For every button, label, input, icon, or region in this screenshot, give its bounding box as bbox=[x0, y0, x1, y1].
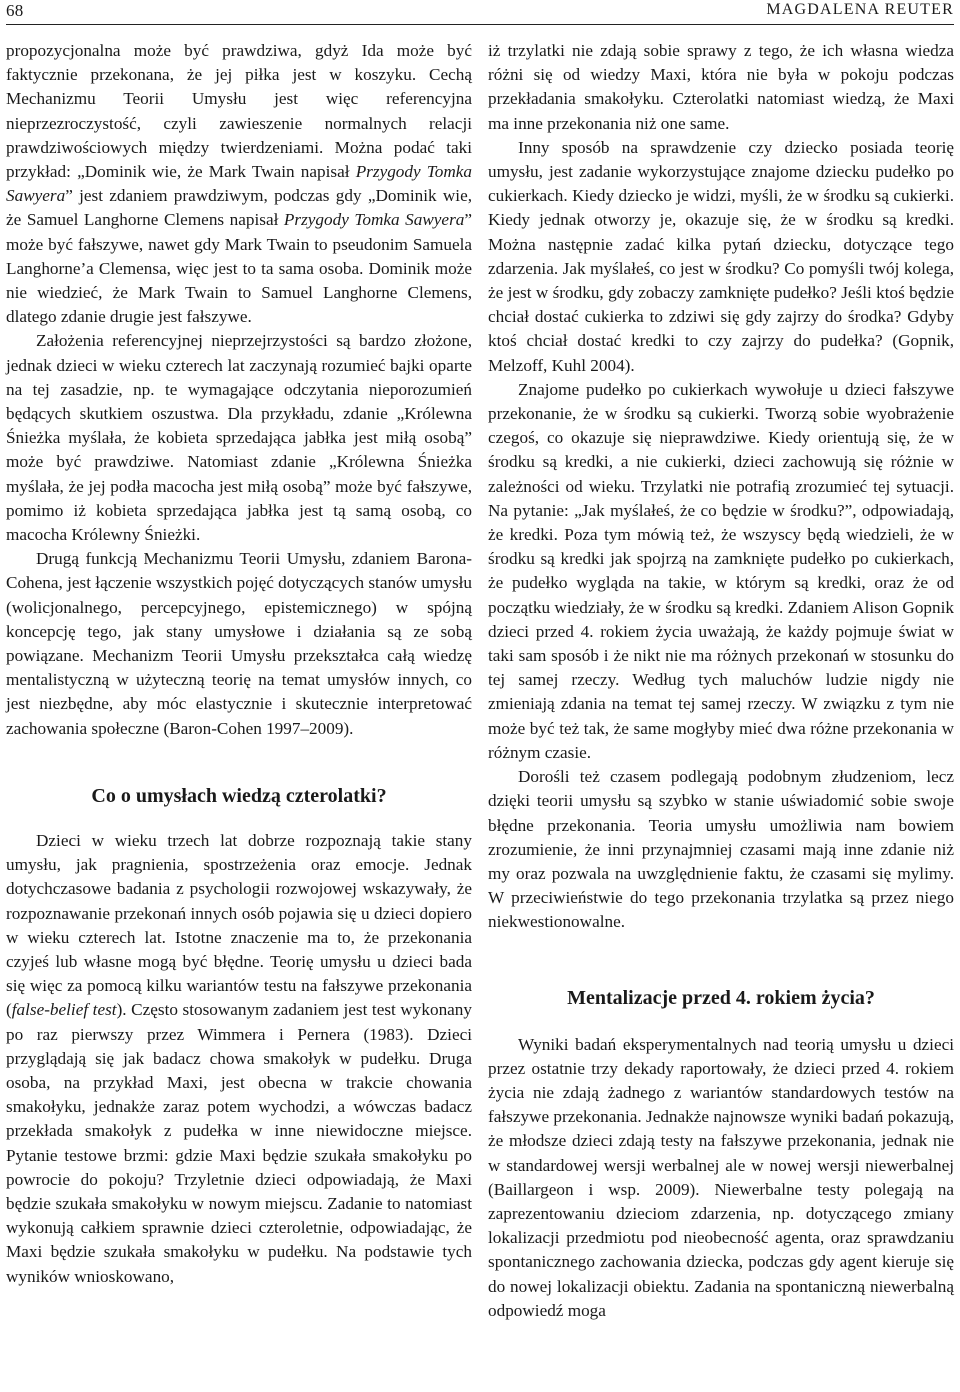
paragraph-second-function: Drugą funkcją Mechanizmu Teorii Umysłu, zdaniem Barona-Cohena, jest łączenie wszystkich pojęć dotyczących stanów umysłu (wolicjonalnego, percepcyjnego, epistemicznego) w spójną koncepcję tego, jak stany umysłowe i działania są ze sobą powiązane. Mechanizm Teorii Umysłu przekształca całą wiedzę mentalistyczną w użyteczną teorię na temat umysłów innych, co jest niezbędne, aby móc elastycznie i skutecznie interpretować zachowania społeczne (Baron-Cohen 1997–2009). bbox=[6, 549, 472, 738]
paragraph-candy-box: Inny sposób na sprawdzenie czy dziecko posiada teorię umysłu, jest zadanie wykorzystujące znajome dziecku pudełko po cukierkach. Kiedy dziecko je widzi, myśli, że w środku są cukierki. Kiedy jednak otworzy je, okazuje się, że w środku są kredki. Można następnie zadać kilka pytań dziecku, dotyczące tego zdarzenia. Jak myślałeś, co jest w środku? Co pomyśli twój kolega, że jest w środku, gdy zobaczy zamknięte pudełko? Jeśli ktoś będzie chciał dostać cukierka to zdziwi się gdy zajrzy do środka? Gdyby ktoś chciał dostać kredki to czy zajrzy do pudełka? (Gopnik, Melzoff, Kuhl 2004). bbox=[488, 137, 954, 375]
paragraph-false-belief-test bbox=[6, 829, 472, 1289]
section-heading-mentalization: Mentalizacje przed 4. rokiem życia? bbox=[567, 986, 875, 1009]
left-column bbox=[6, 39, 472, 1289]
paragraph-false-belief-candy: Znajome pudełko po cukierkach wywołuje u dzieci fałszywe przekonanie, że w środku są cukierki. Tworzą sobie wyobrażenie czegoś, co okazuje się nieprawdziwe. Kiedy orientują się, że w środku są kredki, a nie cukierki, dzieci zachowują się różnie w zależności od wieku. Trzylatki nie potrafią zrozumieć tej sytuacji. Na pytanie: „Jak myślałeś, że co będzie w środku?”, odpowiadają, że kredki. Poza tym mówią też, że wszyscy będą wiedzieli, że w środku są kredki jak spojrzą na zamknięte pudełko po cukierkach, że pudełko wygląda na takie, w którym są kredki, oraz że od początku wiedziały, że w środku są kredki. Zdaniem Alison Gopnik dzieci przed 4. rokiem życia uważają, że każdy pojmuje świat w taki sam sposób i że nikt nie ma różnych przekonań w stosunku do tej samej rzeczy. Według tych maluchów ludzie nigdy nie zmieniają zdania na temat tej samej rzeczy. W związku z tym nie może być też tak, że same mogłyby mieć dwa różne przekonania w różnym czasie. bbox=[488, 379, 954, 762]
paragraph-referential-opacity bbox=[6, 39, 472, 329]
paragraph-adults: Dorośli też czasem podlegają podobnym złudzeniom, lecz dzięki teorii umysłu są szybko w stanie uświadomić sobie swoje błędne przekonania. Teoria umysłu umożliwia nam bowiem zrozumienie, że inni przynajmniej czasami mają inne zdanie niż my oraz pozwala na uwzględnienie faktu, że czasami się mylimy. W przeciwieństwie do tego przekonania trzylatka są przez niego niekwestionowalne. bbox=[488, 767, 954, 932]
page-header bbox=[6, 0, 954, 26]
paragraph-text: ” jest zdaniem prawdziwym, podczas gdy „Dominik wie, że Samuel Langhorne Clemens napisał bbox=[6, 186, 472, 230]
book-title-italic: Przygody Tomka Sawyera bbox=[283, 210, 465, 230]
paragraph-text: Dzieci w wieku trzech lat dobrze rozpoznają takie stany umysłu, jak pragnienia, spostrzeżenia oraz emocje. Jednak dotychczasowe badania z psychologii rozwojowej wskazywały, że rozpoznawanie przekonań innych osób pojawia się u dzieci dopiero w wieku czterech lat. Istotne znaczenie ma to, że przekonania czyjeś lub własne mogą być błędne. Teorię umysłu u dzieci bada się więc za pomocą kilku wariantów testu na fałszywe przekonania ( bbox=[6, 830, 472, 1020]
paragraph-experimental-results: Wyniki badań eksperymentalnych nad teorią umysłu u dzieci przez ostatnie trzy dekady raportowały, że dzieci przed 4. rokiem życia nie zdają żadnego z wariantów standardowych testów na fałszywe przekonania. Jednakże najnowsze wyniki badań pokazują, że młodsze dzieci zdają testy na fałszywe przekonania, jednak nie w standardowej wersji werbalnej ale w nowej wersji niewerbalnej (Baillargeon i wsp. 2009). Niewerbalne testy polegają na zaprezentowaniu dzieciom zdarzenia, np. dotyczącego zmiany lokalizacji przedmiotu pod nieobecność agenta, oraz sprawdzaniu spontanicznego zachowania dziecka, podczas gdy agent kieruje się do nowej lokalizacji obiektu. Zadania na spontaniczną niewerbalną odpowiedź moga bbox=[488, 1034, 954, 1320]
paragraph-text: ” może być fałszywe, nawet gdy Mark Twain to pseudonim Samuela Langhorne’a Clemensa, więc jest to ta sama osoba. Dominik może nie wiedzieć, że Mark Twain to Samuel Langhorne Clemens, dlatego zdanie drugie jest fałszywe. bbox=[6, 210, 472, 327]
paragraph-text: propozycjonalna może być prawdziwa, gdyż Ida może być faktycznie przekonana, że jej piłka jest w koszyku. Cechą Mechanizmu Teorii Umysłu jest więc referencyjna nieprzezroczystość, czyli zawieszenie normalnych relacji prawdziwościowych między twierdzeniami. Można podać taki przykład: „Dominik wie, że Mark Twain napisał bbox=[6, 41, 472, 182]
section-heading-four-year-olds: Co o umysłach wiedzą czterolatki? bbox=[91, 784, 387, 807]
paragraph-snow-white: Założenia referencyjnej nieprzejrzystości są bardzo złożone, jednak dzieci w wieku czterech lat zaczynają rozumieć bajki oparte na tej zasadzie, np. te wymagające odczytania nieporozumień będących skutkiem oszustwa. Dla przykładu, zdanie „Królewna Śnieżka myślała, że kobieta sprzedająca jabłka jest miłą osobą” może być prawdziwe. Natomiast zdanie „Królewna Śnieżka myślała, że jej podła macocha jest miłą osobą” może być fałszywe, pomimo iż kobieta sprzedająca jabłka jest tą samą osobą, co macocha Królewny Śnieżki. bbox=[6, 331, 472, 545]
term-italic: false-belief test bbox=[11, 1000, 117, 1020]
header-rule bbox=[6, 24, 954, 25]
book-title-italic: Przygody Tomka Sawyera bbox=[6, 162, 473, 206]
right-column bbox=[488, 39, 954, 1323]
page-number: 68 bbox=[6, 1, 24, 20]
paragraph-continuation: iż trzylatki nie zdają sobie sprawy z tego, że ich własna wiedza różni się od wiedzy Maxi, która nie była w pokoju podczas przekładania smakołyku. Czterolatki natomiast wiedzą, że Maxi ma inne przekonania niż one same. bbox=[488, 41, 954, 133]
paragraph-text: ). Często stosowanym zadaniem jest test wykonany po raz pierwszy przez Wimmera i Pernera (1983). Dzieci przyglądają się jak badacz chowa smakołyk w pudełku. Druga osoba, na przykład Maxi, jest obecna w trakcie chowania smakołyku, jednakże zaraz potem wychodzi, a wówczas badacz przekłada smakołyk z pudełka w inne niewidoczne miejsce. Pytanie testowe brzmi: gdzie Maxi będzie szukała smakołyku po powrocie do pokoju? Trzyletnie dzieci odpowiadają, że Maxi będzie szukała smakołyku w nowym miejscu. Zadanie to natomiast wykonują całkiem sprawnie dzieci czteroletnie, odpowiadając, że Maxi będzie szukała smakołyku w pudełku. Na podstawie tych wyników wnioskowano, bbox=[6, 1000, 472, 1286]
running-head-author: MAGDALENA REUTER bbox=[766, 1, 954, 18]
